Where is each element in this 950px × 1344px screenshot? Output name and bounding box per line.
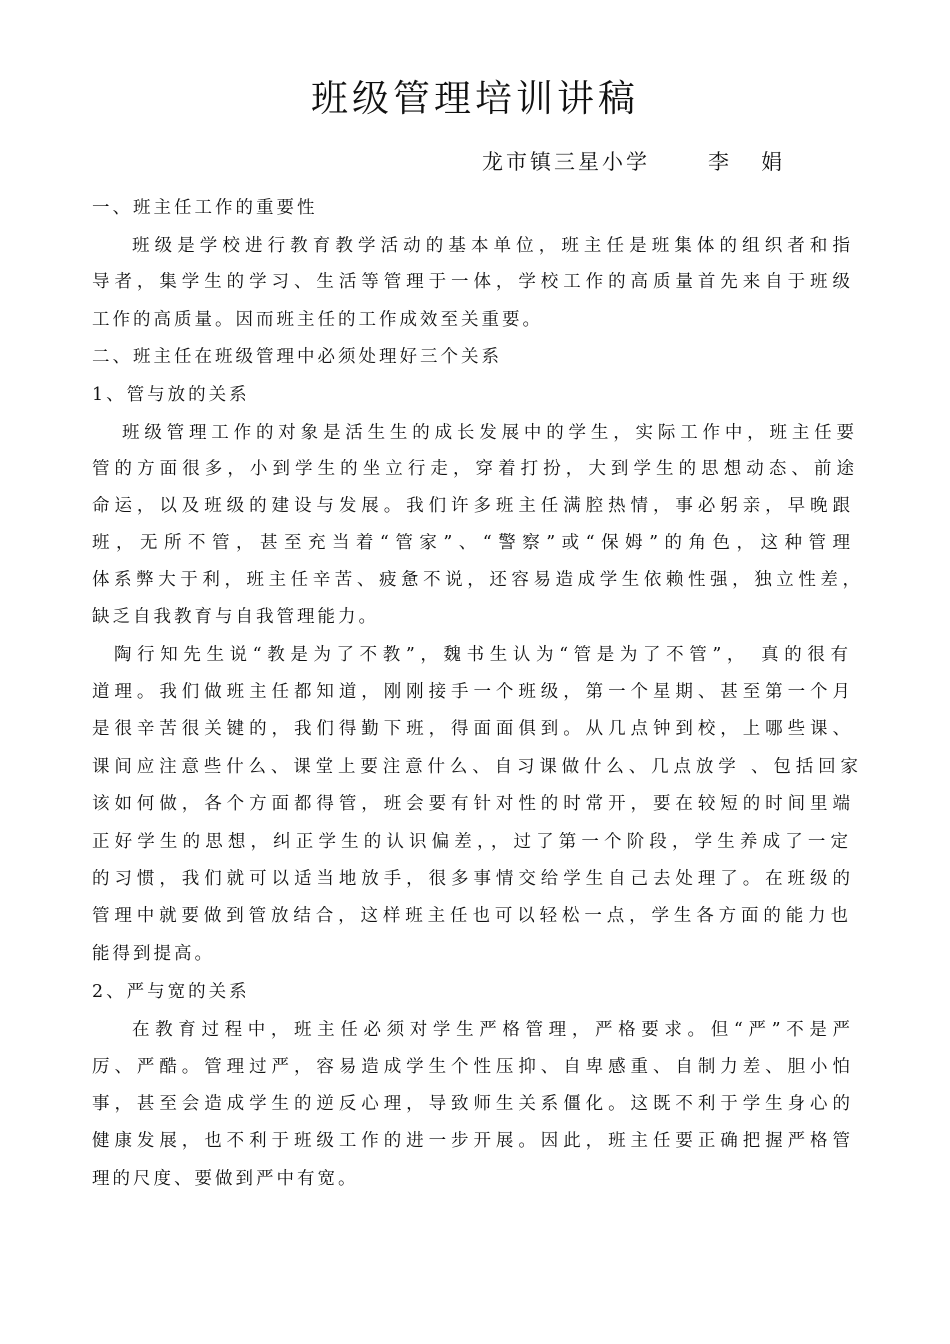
paragraph-line: 的习惯，我们就可以适当地放手，很多事情交给学生自己去处理了。在班级的 (92, 869, 850, 889)
paragraph-line: 工作的高质量。因而班主任的工作成效至关重要。 (92, 310, 543, 330)
paragraph-line: 班级是学校进行教育教学活动的基本单位，班主任是班集体的组织者和指 (132, 236, 850, 256)
paragraph-line: 健康发展，也不利于班级工作的进一步开展。因此，班主任要正确把握严格管 (92, 1131, 850, 1151)
section-heading-1: 一、班主任工作的重要性 (92, 198, 318, 218)
paragraph-line: 命运，以及班级的建设与发展。我们许多班主任满腔热情，事必躬亲，早晚跟 (92, 496, 850, 516)
paragraph-line: 正好学生的思想，纠正学生的认识偏差，，过了第一个阶段，学生养成了一定 (92, 832, 848, 852)
paragraph-line: 该如何做，各个方面都得管，班会要有针对性的时常开，要在较短的时间里端 (92, 794, 850, 814)
paragraph-line: 理的尺度、要做到严中有宽。 (92, 1169, 359, 1189)
subsection-heading-2-1: 1、管与放的关系 (92, 385, 250, 405)
paragraph-line: 能得到提高。 (92, 944, 215, 964)
paragraph-line: 管的方面很多，小到学生的坐立行走，穿着打扮，大到学生的思想动态、前途 (92, 459, 854, 479)
paragraph-line: 在教育过程中，班主任必须对学生严格管理，严格要求。但“严”不是严 (132, 1020, 850, 1040)
paragraph-line: 体系弊大于利，班主任辛苦、疲惫不说，还容易造成学生依赖性强，独立性差， (92, 570, 860, 590)
document-title: 班级管理培训讲稿 (311, 77, 639, 120)
section-heading-2: 二、班主任在班级管理中必须处理好三个关系 (92, 347, 502, 367)
paragraph-line: 班，无所不管，甚至充当着“管家”、“警察”或“保姆”的角色，这种管理 (92, 533, 850, 553)
paragraph-line: 道理。我们做班主任都知道，刚刚接手一个班级，第一个星期、甚至第一个月 (92, 682, 850, 702)
paragraph-line: 班级管理工作的对象是活生生的成长发展中的学生，实际工作中，班主任要 (122, 423, 854, 443)
paragraph-line: 是很辛苦很关键的，我们得勤下班，得面面俱到。从几点钟到校，上哪些课、 (92, 719, 850, 739)
paragraph-line: 管理中就要做到管放结合，这样班主任也可以轻松一点，学生各方面的能力也 (92, 906, 848, 926)
paragraph-line: 导者，集学生的学习、生活等管理于一体，学校工作的高质量首先来自于班级 (92, 272, 850, 292)
author-line: 龙市镇三星小学 李 娟 (482, 150, 786, 174)
subsection-heading-2-2: 2、严与宽的关系 (92, 982, 250, 1002)
paragraph-line: 厉、严酷。管理过严，容易造成学生个性压抑、自卑感重、自制力差、胆小怕 (92, 1057, 850, 1077)
paragraph-line: 事，甚至会造成学生的逆反心理，导致师生关系僵化。这既不利于学生身心的 (92, 1094, 850, 1114)
paragraph-line: 缺乏自我教育与自我管理能力。 (92, 607, 379, 627)
paragraph-line: 陶行知先生说“教是为了不教”，魏书生认为“管是为了不管”， 真的很有 (114, 645, 848, 665)
paragraph-line: 课间应注意些什么、课堂上要注意什么、自习课做什么、几点放学 、包括回家 (92, 757, 858, 777)
